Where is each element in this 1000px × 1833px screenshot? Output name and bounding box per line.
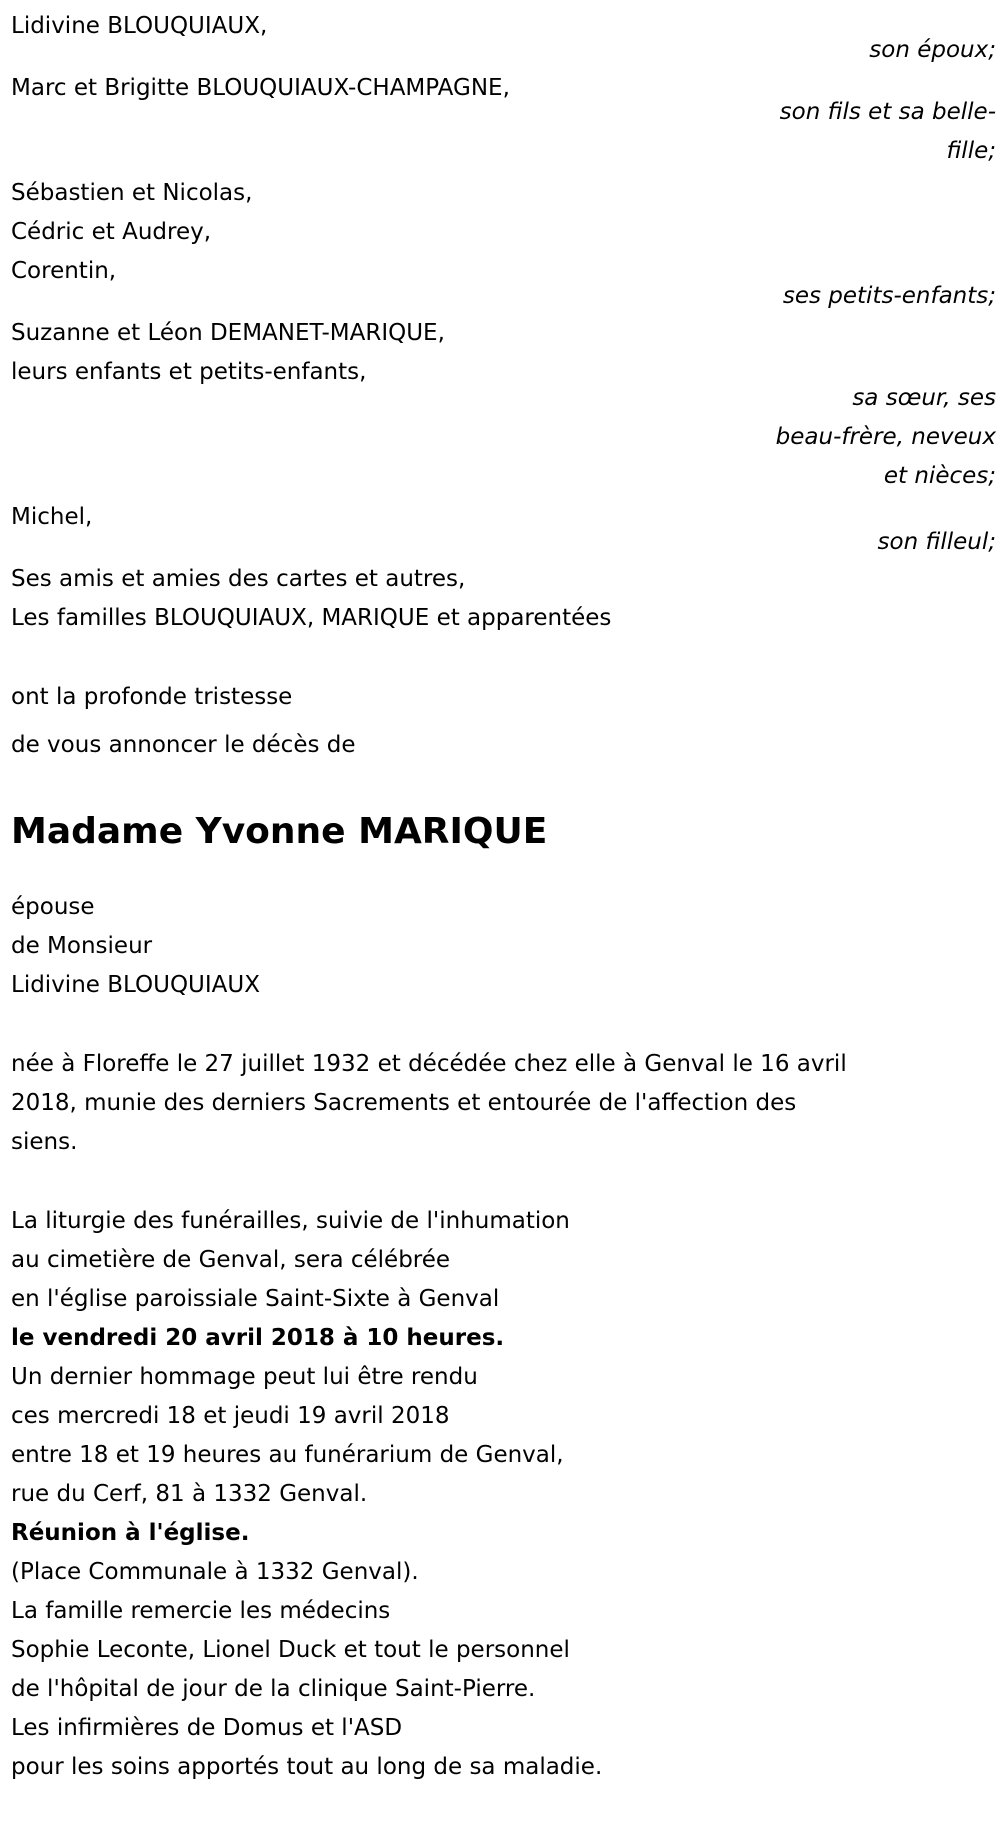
family-name-line: Suzanne et Léon DEMANET-MARIQUE, <box>11 320 445 346</box>
funeral-line: au cimetière de Genval, sera célébrée <box>11 1247 451 1273</box>
family-relation: son fils et sa belle- <box>779 99 996 125</box>
funeral-date: le vendredi 20 avril 2018 à 10 heures. <box>11 1325 505 1351</box>
family-name-line: Sébastien et Nicolas, <box>11 180 253 206</box>
family-name-line: Corentin, <box>11 258 117 284</box>
family-name-line: Marc et Brigitte BLOUQUIAUX-CHAMPAGNE, <box>11 75 510 101</box>
birth-death-line: née à Floreffe le 27 juillet 1932 et décédée chez elle à Genval le 16 avril <box>11 1051 847 1077</box>
family-name-line: Les familles BLOUQUIAUX, MARIQUE et apparentées <box>11 605 612 631</box>
family-relation: fille; <box>946 138 996 164</box>
funeral-line: de l'hôpital de jour de la clinique Saint-Pierre. <box>11 1676 536 1702</box>
family-name-line: leurs enfants et petits-enfants, <box>11 359 367 385</box>
family-relation: sa sœur, ses <box>852 385 996 411</box>
funeral-line: en l'église paroissiale Saint-Sixte à Genval <box>11 1286 500 1312</box>
funeral-line: Les infirmières de Domus et l'ASD <box>11 1715 403 1741</box>
funeral-line: entre 18 et 19 heures au funérarium de Genval, <box>11 1442 564 1468</box>
funeral-line: La liturgie des funérailles, suivie de l'inhumation <box>11 1208 570 1234</box>
spouse-line: de Monsieur <box>11 933 153 959</box>
family-name-line: Ses amis et amies des cartes et autres, <box>11 566 466 592</box>
birth-death-line: siens. <box>11 1129 78 1155</box>
family-relation: beau-frère, neveux <box>775 424 996 450</box>
deceased-name: Madame Yvonne MARIQUE <box>11 811 548 852</box>
family-relation: son époux; <box>869 37 996 63</box>
funeral-line: (Place Communale à 1332 Genval). <box>11 1559 419 1585</box>
spouse-line: épouse <box>11 894 95 920</box>
funeral-line: La famille remercie les médecins <box>11 1598 391 1624</box>
spouse-line: Lidivine BLOUQUIAUX <box>11 972 260 998</box>
birth-death-line: 2018, munie des derniers Sacrements et entourée de l'affection des <box>11 1090 797 1116</box>
meeting-note: Réunion à l'église. <box>11 1520 250 1546</box>
funeral-line: pour les soins apportés tout au long de sa maladie. <box>11 1754 603 1780</box>
family-name-line: Cédric et Audrey, <box>11 219 212 245</box>
family-name-line: Michel, <box>11 504 93 530</box>
family-relation: ses petits-enfants; <box>782 283 996 309</box>
funeral-line: Un dernier hommage peut lui être rendu <box>11 1364 478 1390</box>
funeral-line: rue du Cerf, 81 à 1332 Genval. <box>11 1481 368 1507</box>
funeral-line: Sophie Leconte, Lionel Duck et tout le personnel <box>11 1637 570 1663</box>
family-name-line: Lidivine BLOUQUIAUX, <box>11 13 268 39</box>
funeral-line: ces mercredi 18 et jeudi 19 avril 2018 <box>11 1403 450 1429</box>
announcement-line: de vous annoncer le décès de <box>11 732 356 758</box>
family-relation: son filleul; <box>877 529 996 555</box>
announcement-line: ont la profonde tristesse <box>11 684 293 710</box>
family-relation: et nièces; <box>883 463 996 489</box>
